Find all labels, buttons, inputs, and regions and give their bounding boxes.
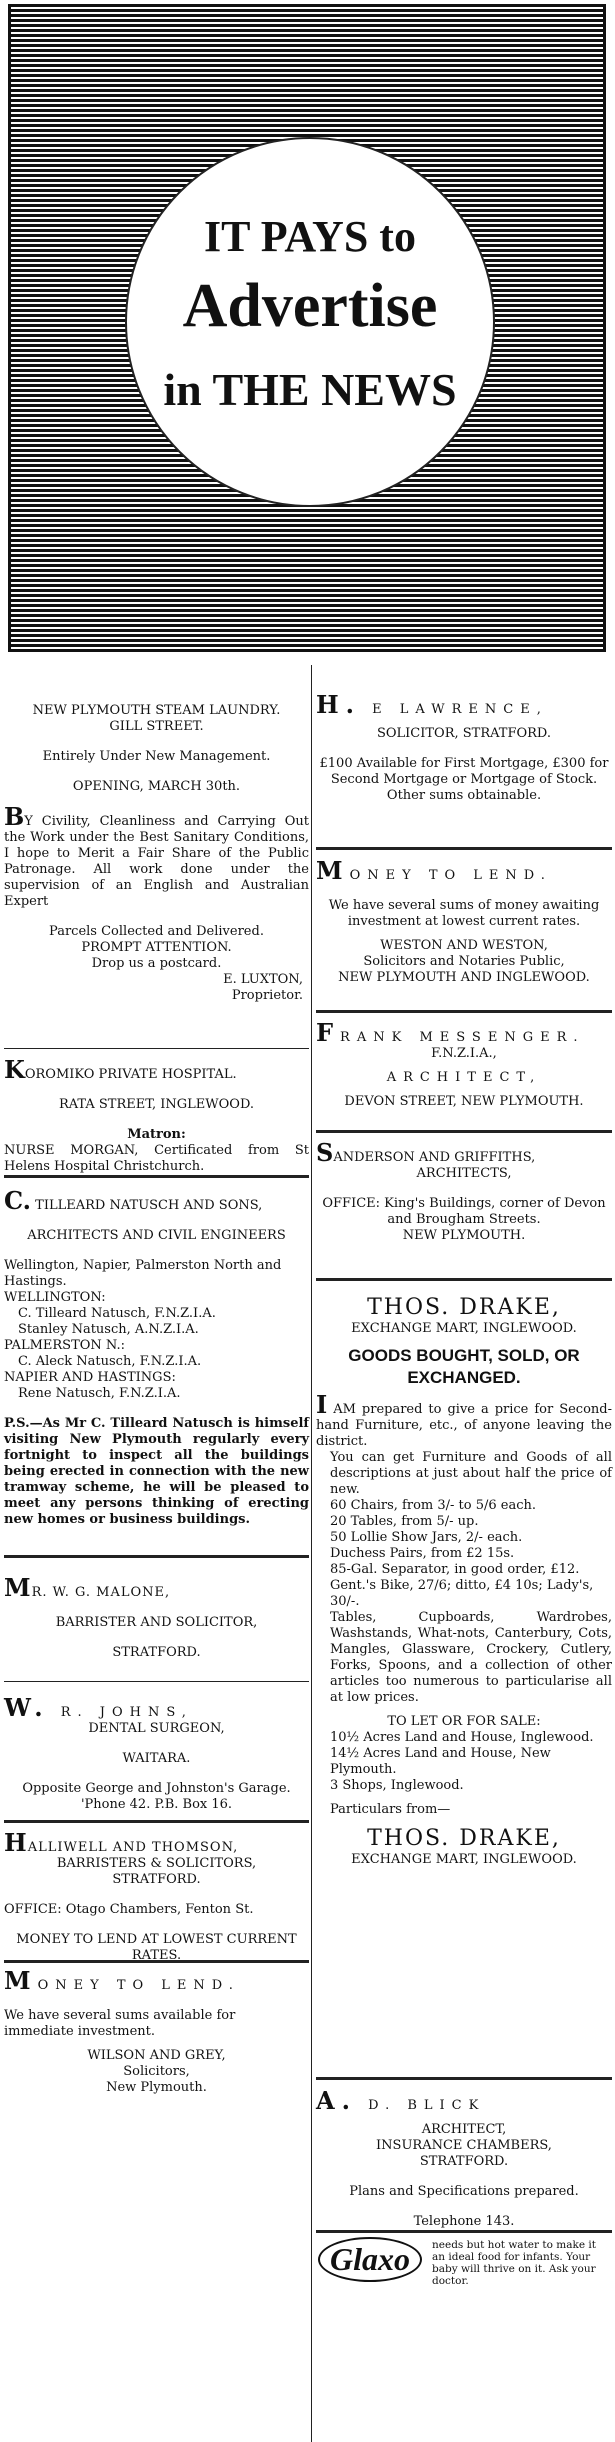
left-column	[4, 665, 309, 2442]
banner-line-2: Advertise	[182, 272, 438, 340]
drake-item: Duchess Pairs, from £2 15s.	[330, 1546, 515, 1561]
money-left-town: New Plymouth.	[106, 2080, 207, 2095]
natusch-ps: P.S.—As Mr C. Tilleard Natusch is himself visiting New Plymouth regularly every fortnight to inspect all the buildings being erected in connection with the new tramway scheme, he will be pleased to meet any persons thinking of erecting new homes or business buildings.	[4, 1416, 309, 1527]
lawrence-body: £100 Available for First Mortgage, £300 for Second Mortgage or Mortgage of Stock. Other sums obtainable.	[319, 756, 609, 803]
drake-particulars: Particulars from—	[330, 1802, 451, 1817]
lawrence-name: H. E LAWRENCE,	[316, 690, 548, 719]
column-divider	[311, 665, 312, 2442]
laundry-opening: OPENING, MARCH 30th.	[72, 779, 241, 794]
drake-mart-2: EXCHANGE MART, INGLEWOOD.	[351, 1852, 577, 1867]
drake-item: 85-Gal. Separator, in good order, £12.	[330, 1562, 580, 1577]
glaxo-ad	[316, 2237, 612, 2317]
messenger-title: ARCHITECT,	[386, 1070, 542, 1085]
money-left-title: MONEY TO LEND.	[4, 1966, 240, 1995]
rule	[4, 1048, 309, 1049]
drake-let-3: 3 Shops, Inglewood.	[330, 1778, 464, 1793]
drake-item: Gent.'s Bike, 27/6; ditto, £4 10s; Lady's, 30/-.	[330, 1578, 594, 1609]
halliwell-money: MONEY TO LEND AT LOWEST CURRENT RATES.	[16, 1932, 297, 1963]
blick-phone: Telephone 143.	[413, 2214, 515, 2229]
messenger-ad	[316, 1018, 612, 1110]
rule	[4, 1681, 309, 1682]
sanderson-ad	[316, 1138, 612, 1244]
money-left-body: We have several sums available for immediate investment.	[4, 2008, 236, 2039]
laundry-body: BY Civility, Cleanliness and Carrying Out the Work under the Best Sanitary Conditions, I hope to Merit a Fair Share of the Public Patronage. All work done under the supervision of an English and Australian Expert	[4, 802, 309, 909]
money-left-ad	[4, 1966, 309, 2096]
natusch-sub: ARCHITECTS AND CIVIL ENGINEERS	[27, 1228, 286, 1243]
blick-name: A. D. BLICK	[316, 2086, 486, 2115]
drake-mart: EXCHANGE MART, INGLEWOOD.	[351, 1321, 577, 1336]
johns-town: WAITARA.	[122, 1751, 191, 1766]
sanderson-office: OFFICE: King's Buildings, corner of Devon and Brougham Streets.	[322, 1196, 606, 1227]
rule	[316, 2077, 612, 2080]
natusch-cities: Wellington, Napier, Palmerston North and Hastings.	[4, 1258, 282, 1289]
drake-intro: I AM prepared to give a price for Second-hand Furniture, etc., of anyone leaving the district.	[316, 1390, 612, 1449]
johns-name: W. R. JOHNS,	[4, 1693, 193, 1722]
glaxo-text: needs but hot water to make it an ideal food for infants. Your baby will thrive on it. Ask your doctor.	[432, 2239, 596, 2287]
messenger-address: DEVON STREET, NEW PLYMOUTH.	[344, 1094, 584, 1109]
koromiko-street: RATA STREET, INGLEWOOD.	[58, 1097, 255, 1112]
banner-line-3: in THE NEWS	[163, 364, 457, 415]
blick-ad	[316, 2086, 612, 2230]
blick-title: ARCHITECT,	[421, 2122, 507, 2137]
drake-let-2: 14½ Acres Land and House, New Plymouth.	[330, 1746, 551, 1777]
koromiko-ad	[4, 1055, 309, 1175]
natusch-wlg2: Stanley Natusch, A.N.Z.I.A.	[18, 1322, 199, 1337]
drake-let: TO LET OR FOR SALE:	[387, 1714, 541, 1729]
laundry-drop: Drop us a postcard.	[91, 956, 222, 971]
laundry-role: Proprietor.	[231, 988, 303, 1003]
rule	[316, 847, 612, 850]
laundry-parcels: Parcels Collected and Delivered.	[49, 924, 264, 939]
drake-item: 60 Chairs, from 3/- to 5/6 each.	[330, 1498, 537, 1513]
money-right-firm: WESTON AND WESTON,	[380, 938, 548, 953]
messenger-name: FRANK MESSENGER.	[316, 1018, 585, 1047]
drake-name-2: THOS. DRAKE,	[367, 1826, 561, 1851]
rule	[316, 1010, 612, 1013]
koromiko-matron: Matron:	[127, 1127, 186, 1142]
money-left-firm: WILSON AND GREY,	[87, 2048, 226, 2063]
malone-name: MR. W. G. MALONE,	[4, 1573, 171, 1602]
sanderson-town: NEW PLYMOUTH.	[402, 1228, 526, 1243]
blick-plans: Plans and Specifications prepared.	[349, 2184, 579, 2199]
natusch-wlg: WELLINGTON:	[4, 1290, 106, 1305]
drake-stock: Tables, Cupboards, Wardrobes, Washstands, What-nots, Canterbury, Cots, Mangles, Glassware, Crockery, Cutlery, Forks, Spoons, and a collection of other articles too numerous to particularise all at low prices.	[330, 1610, 612, 1705]
drake-intro2: You can get Furniture and Goods of all descriptions at just about half the price of new.	[330, 1450, 612, 1497]
drake-item: 20 Tables, from 5/- up.	[330, 1514, 479, 1529]
halliwell-title: BARRISTERS & SOLICITORS,	[56, 1856, 257, 1871]
halliwell-office: OFFICE: Otago Chambers, Fenton St.	[4, 1902, 254, 1917]
drake-let-1: 10½ Acres Land and House, Inglewood.	[330, 1730, 594, 1745]
money-left-role: Solicitors,	[123, 2064, 190, 2079]
glaxo-logo: Glaxo	[318, 2237, 422, 2282]
johns-ad	[4, 1693, 309, 1813]
advertise-banner	[8, 4, 606, 652]
natusch-title: C. TILLEARD NATUSCH AND SONS,	[4, 1186, 263, 1215]
natusch-pn: PALMERSTON N.:	[4, 1338, 125, 1353]
rule	[316, 1278, 612, 1281]
blick-building: INSURANCE CHAMBERS,	[376, 2138, 552, 2153]
money-right-ad	[316, 856, 612, 986]
rule	[4, 1555, 309, 1558]
money-right-title: MONEY TO LEND.	[316, 856, 552, 885]
natusch-nap1: Rene Natusch, F.N.Z.I.A.	[18, 1386, 181, 1401]
natusch-ad	[4, 1186, 309, 1528]
halliwell-ad	[4, 1828, 309, 1964]
messenger-quals: F.N.Z.I.A.,	[431, 1046, 497, 1061]
koromiko-nurse: NURSE MORGAN, Certificated from St Helens Hospital Christchurch.	[4, 1143, 309, 1174]
rule	[4, 1960, 309, 1963]
natusch-wlg1: C. Tilleard Natusch, F.N.Z.I.A.	[18, 1306, 216, 1321]
right-column	[316, 665, 612, 2442]
halliwell-town: STRATFORD.	[112, 1872, 201, 1887]
laundry-street: GILL STREET.	[109, 719, 204, 734]
blick-town: STRATFORD.	[419, 2154, 509, 2169]
koromiko-title: KOROMIKO PRIVATE HOSPITAL.	[4, 1055, 237, 1084]
money-right-body: We have several sums of money awaiting investment at lowest current rates.	[328, 898, 600, 929]
johns-phone: 'Phone 42. P.B. Box 16.	[80, 1797, 233, 1812]
rule	[316, 2230, 612, 2233]
drake-name: THOS. DRAKE,	[367, 1295, 561, 1320]
drake-ad	[316, 1295, 612, 1868]
malone-ad	[4, 1573, 309, 1661]
banner-line-1: IT PAYS to	[204, 212, 416, 261]
rule	[316, 1130, 612, 1133]
lawrence-title: SOLICITOR, STRATFORD.	[376, 726, 552, 741]
sanderson-name: SANDERSON AND GRIFFITHS,	[316, 1138, 536, 1167]
laundry-prompt: PROMPT ATTENTION.	[81, 940, 232, 955]
rule	[4, 1820, 309, 1823]
johns-title: DENTAL SURGEON,	[88, 1721, 225, 1736]
drake-headline: GOODS BOUGHT, SOLD, OR EXCHANGED.	[348, 1346, 580, 1387]
natusch-pn1: C. Aleck Natusch, F.N.Z.I.A.	[18, 1354, 202, 1369]
banner-circle	[125, 137, 495, 507]
malone-title: BARRISTER AND SOLICITOR,	[55, 1615, 258, 1630]
lawrence-ad	[316, 690, 612, 804]
drake-item: 50 Lollie Show Jars, 2/- each.	[330, 1530, 523, 1545]
sanderson-title: ARCHITECTS,	[416, 1166, 512, 1181]
money-right-town: NEW PLYMOUTH AND INGLEWOOD.	[338, 970, 590, 985]
natusch-nap: NAPIER AND HASTINGS:	[4, 1370, 176, 1385]
laundry-title: NEW PLYMOUTH STEAM LAUNDRY.	[32, 703, 281, 718]
laundry-management: Entirely Under New Management.	[42, 749, 271, 764]
money-right-role: Solicitors and Notaries Public,	[363, 954, 565, 969]
rule	[4, 1175, 309, 1178]
halliwell-name: HALLIWELL AND THOMSON,	[4, 1828, 239, 1857]
malone-town: STRATFORD.	[112, 1645, 201, 1660]
johns-address: Opposite George and Johnston's Garage.	[22, 1781, 291, 1796]
laundry-name: E. LUXTON,	[223, 972, 303, 987]
laundry-ad	[4, 703, 309, 1004]
